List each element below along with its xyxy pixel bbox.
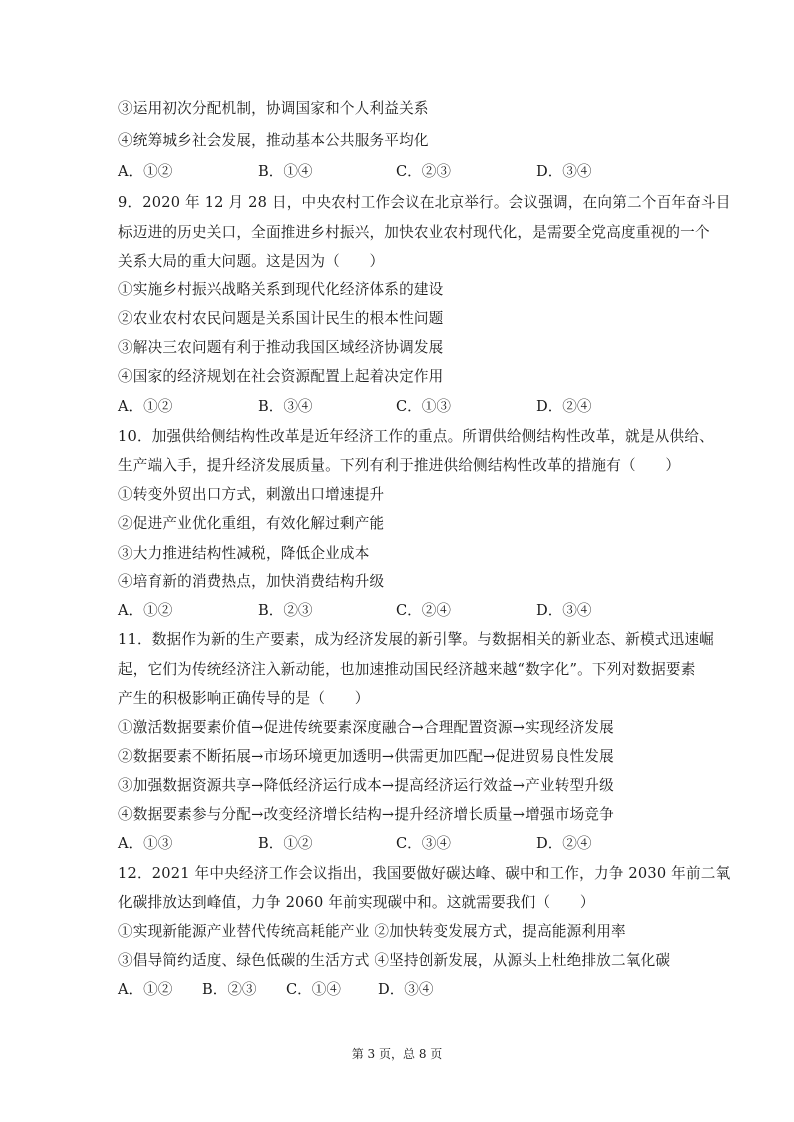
q9-stem-line-3: 关系大局的重大问题。这是因为（ ） [118,253,385,270]
q11-option-a: A．①③ [118,835,173,852]
page-footer: 第 3 页，总 8 页 [351,1047,443,1061]
q10-option-a: A．①② [118,602,173,619]
q9-options [118,397,718,417]
q11-options [118,834,718,854]
q10-item-1: ①转变外贸出口方式，刺激出口增速提升 [118,486,385,503]
q9-stem-line-2: 标迈进的历史关口，全面推进乡村振兴，加快农业农村现代化，是需要全党高度重视的一个 [118,224,710,241]
q9-stem-line-1: 9．2020 年 12 月 28 日，中央农村工作会议在北京举行。会议强调，在向第二个百年奋斗目 [118,194,731,211]
q9-option-b: B．③④ [258,398,313,415]
q8-options [118,162,718,182]
q9-option-c: C．①③ [396,398,451,415]
q11-option-c: C．③④ [396,835,451,852]
q11-item-1: ①激活数据要素价值→促进传统要素深度融合→合理配置资源→实现经济发展 [118,719,614,736]
q12-option-c: C．①④ [286,981,341,998]
q12-option-d: D．③④ [378,981,434,998]
q8-item-3: ③运用初次分配机制，协调国家和个人利益关系 [118,100,429,117]
q10-option-c: C．②④ [396,602,451,619]
q8-option-d: D．③④ [536,163,592,180]
q12-items-line-2: ③倡导简约适度、绿色低碳的生活方式 ④坚持创新发展，从源头上杜绝排放二氧化碳 [118,952,671,969]
q12-options [118,980,718,1000]
q9-option-d: D．②④ [536,398,592,415]
q9-item-3: ③解决三农问题有利于推动我国区域经济协调发展 [118,339,444,356]
q11-stem-line-3: 产生的积极影响正确传导的是（ ） [118,690,370,707]
q10-item-2: ②促进产业优化重组，有效化解过剩产能 [118,515,385,532]
q10-item-3: ③大力推进结构性减税，降低企业成本 [118,545,370,562]
q9-item-2: ②农业农村农民问题是关系国计民生的根本性问题 [118,310,444,327]
q9-item-4: ④国家的经济规划在社会资源配置上起着决定作用 [118,368,444,385]
q12-stem-line-2: 化碳排放达到峰值，力争 2060 年前实现碳中和。这就需要我们（ ） [118,894,595,911]
q9-option-a: A．①② [118,398,173,415]
q12-option-a: A．①② [118,981,173,998]
q12-items-line-1: ①实现新能源产业替代传统高耗能产业 ②加快转变发展方式，提高能源利用率 [118,923,626,940]
q10-stem-line-2: 生产端入手，提升经济发展质量。下列有利于推进供给侧结构性改革的措施有（ ） [118,457,681,474]
q10-stem-line-1: 10．加强供给侧结构性改革是近年经济工作的重点。所谓供给侧结构性改革，就是从供给、 [118,428,714,445]
q11-option-d: D．②④ [536,835,592,852]
q8-item-4: ④统筹城乡社会发展，推动基本公共服务平均化 [118,132,429,149]
q12-stem-line-1: 12．2021 年中央经济工作会议指出，我国要做好碳达峰、碳中和工作，力争 2030 年前二氧 [118,865,731,882]
q12-option-b: B．②③ [202,981,257,998]
q11-option-b: B．①② [258,835,313,852]
q8-option-a: A．①② [118,163,173,180]
q10-options [118,601,718,621]
q10-option-b: B．②③ [258,602,313,619]
q9-item-1: ①实施乡村振兴战略关系到现代化经济体系的建设 [118,281,444,298]
q11-item-2: ②数据要素不断拓展→市场环境更加透明→供需更加匹配→促进贸易良性发展 [118,748,614,765]
q11-stem-line-2: 起，它们为传统经济注入新动能，也加速推动国民经济越来越“数字化”。下列对数据要素 [118,661,696,678]
q11-item-3: ③加强数据资源共享→降低经济运行成本→提高经济运行效益→产业转型升级 [118,777,614,794]
q10-option-d: D．③④ [536,602,592,619]
q11-item-4: ④数据要素参与分配→改变经济增长结构→提升经济增长质量→增强市场竞争 [118,806,614,823]
q8-option-c: C．②③ [396,163,451,180]
q11-stem-line-1: 11．数据作为新的生产要素，成为经济发展的新引擎。与数据相关的新业态、新模式迅速崛 [118,631,714,648]
q10-item-4: ④培育新的消费热点，加快消费结构升级 [118,573,385,590]
q8-option-b: B．①④ [258,163,313,180]
